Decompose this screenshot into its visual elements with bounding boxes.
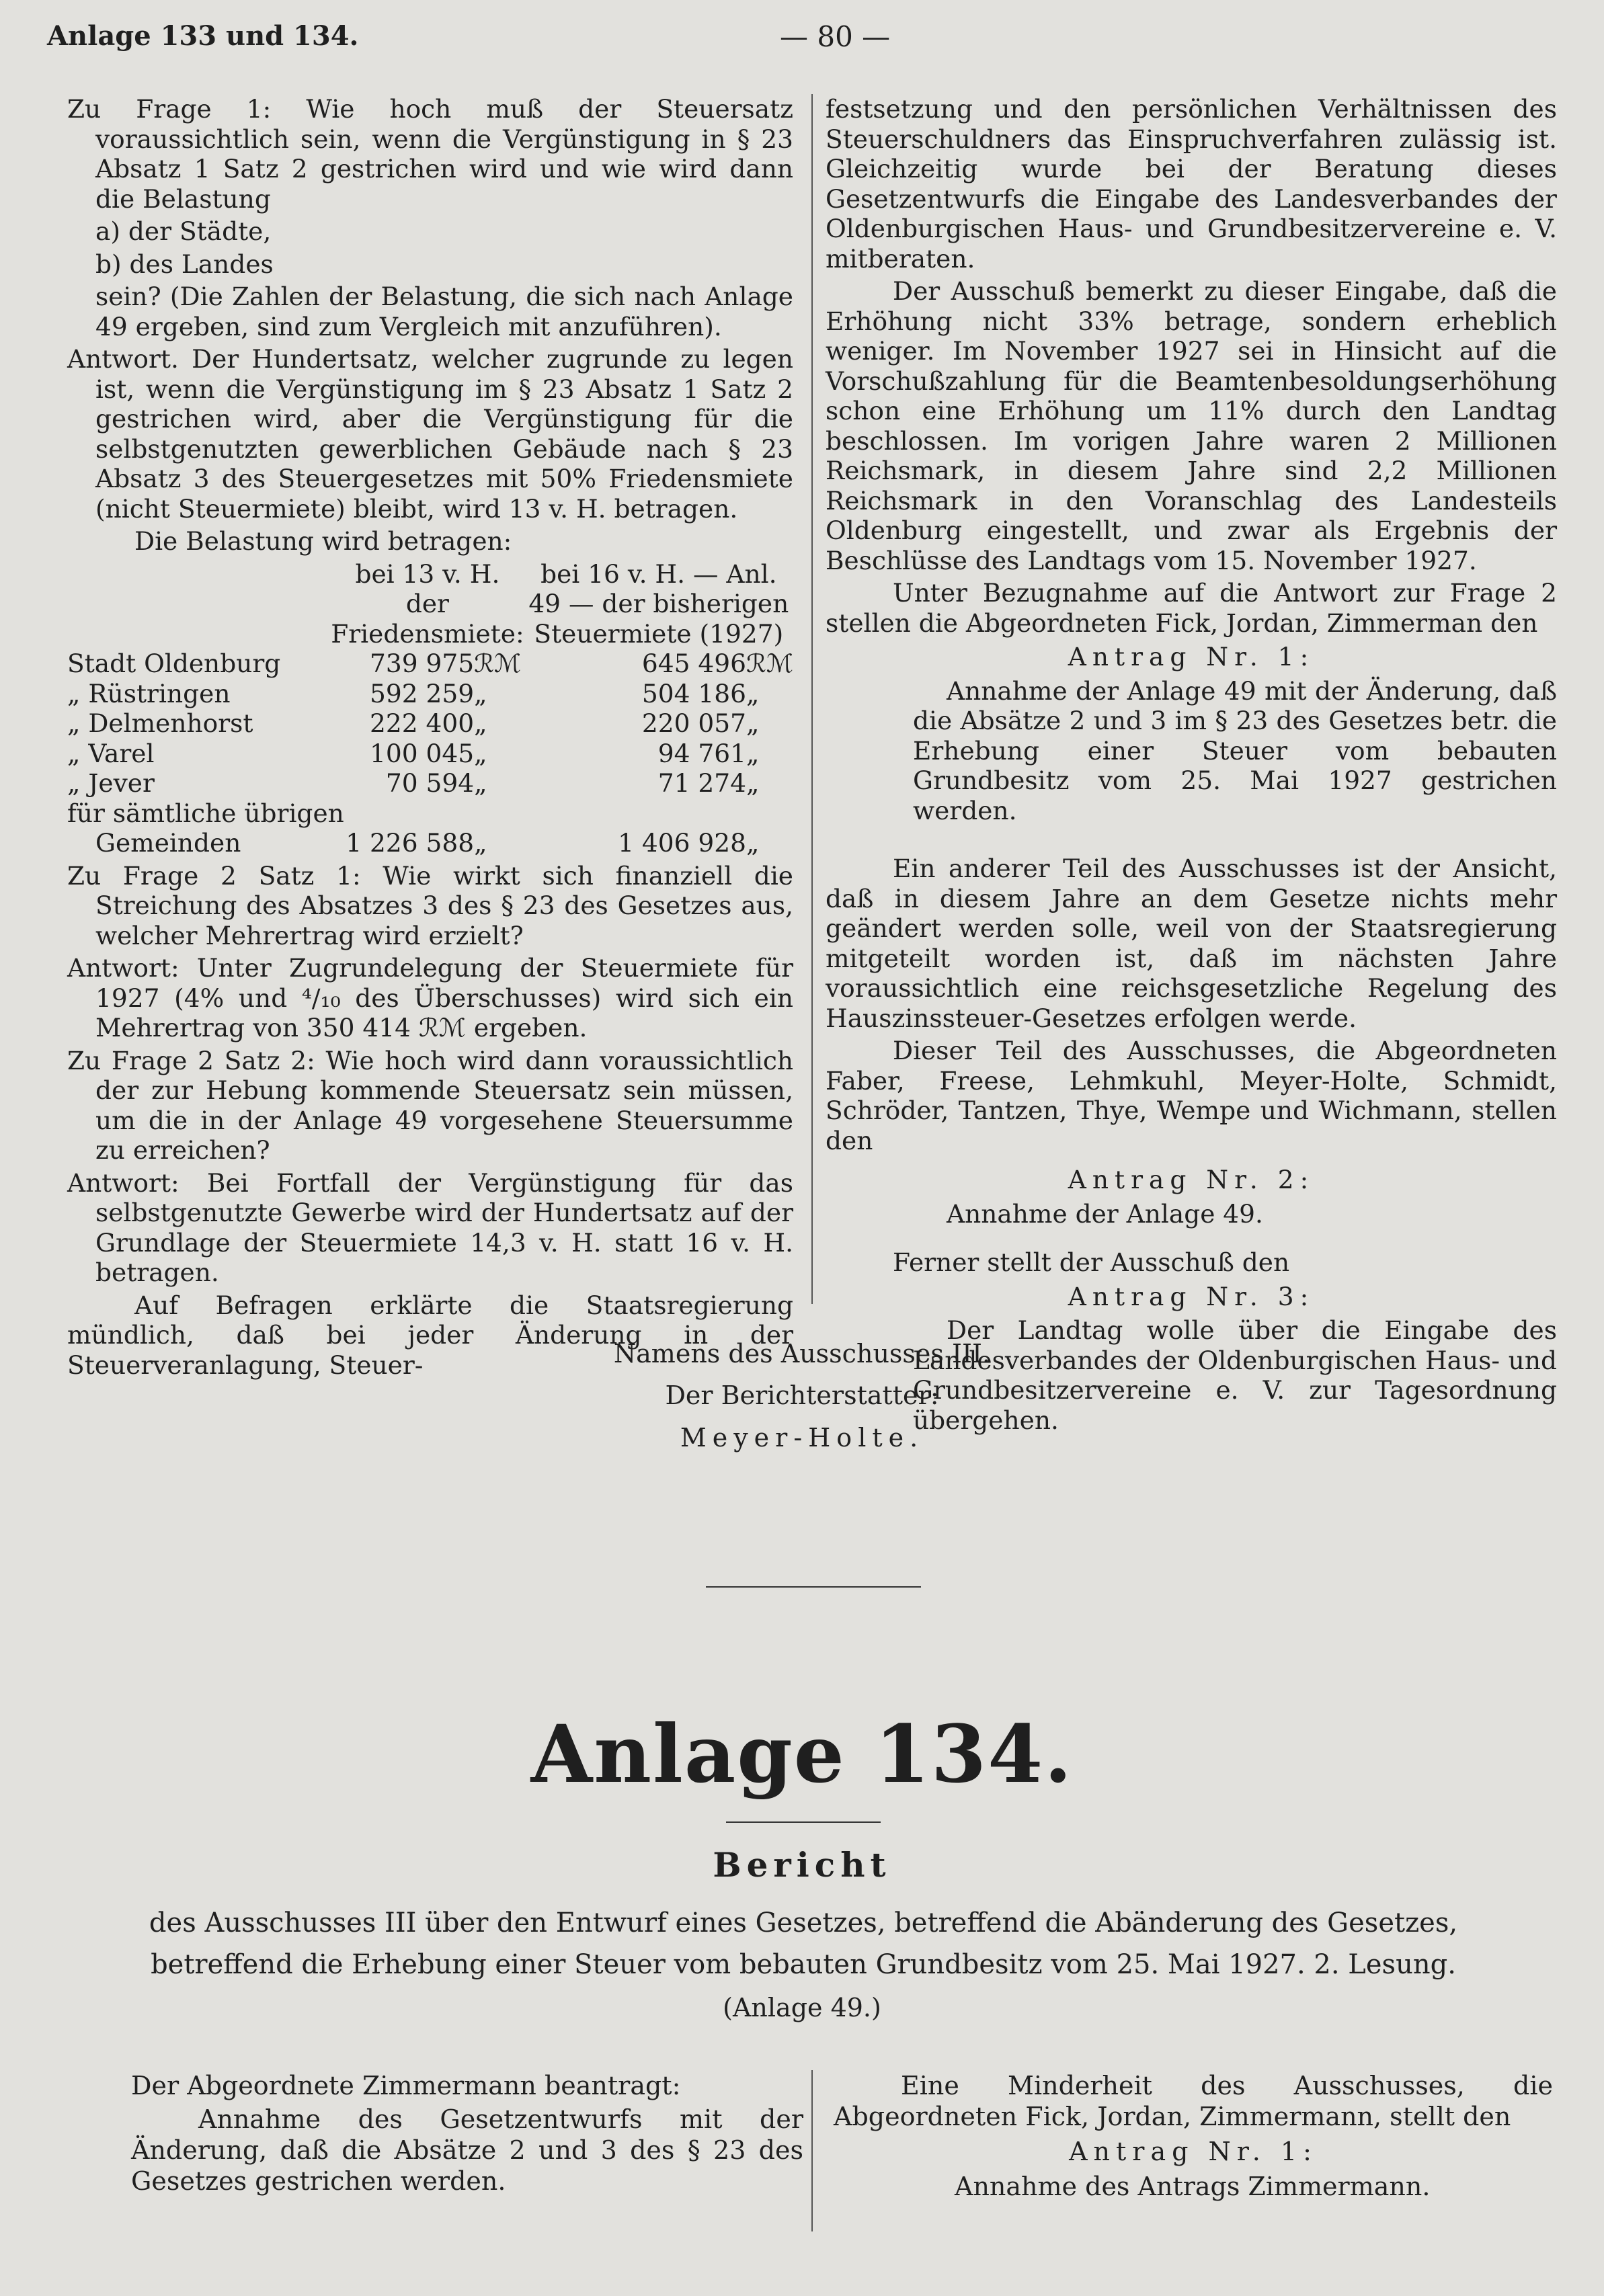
unit-13: „ bbox=[474, 828, 487, 858]
table-row bbox=[67, 679, 793, 709]
antrag-3-heading: Antrag Nr. 3: bbox=[1068, 1281, 1315, 1311]
question-2-satz-1: Zu Frage 2 Satz 1: Wie wirkt sich finanziell die Streichung des Absatzes 3 des § 23 des Gesetzes aus, welcher Mehrertrag wird erzielt? bbox=[67, 860, 793, 950]
zimmermann-motion: Annahme des Gesetzentwurfs mit der Änderung, daß die Absätze 2 und 3 des § 23 des Gesetzes gestrichen werden. bbox=[131, 2104, 803, 2196]
right-column bbox=[826, 94, 1557, 1438]
row-name-part2: Gemeinden bbox=[95, 828, 241, 858]
value-13: 222 400 bbox=[369, 708, 475, 738]
table-row bbox=[67, 739, 793, 769]
antrag-1-heading: Antrag Nr. 1: bbox=[1068, 642, 1315, 671]
row-name: „ Jever bbox=[67, 768, 155, 798]
signature-name: Meyer-Holte. bbox=[680, 1423, 924, 1452]
unit-16: „ bbox=[746, 678, 760, 708]
report-heading: Bericht bbox=[713, 1845, 891, 1885]
row-name: „ Delmenhorst bbox=[67, 708, 253, 738]
answer-2-satz-1: Antwort: Unter Zugrundelegung der Steuermiete für 1927 (4% und ⁴/₁₀ des Überschusses) wird sich ein Mehrertrag von 350 414 ℛℳ ergeben. bbox=[67, 953, 793, 1042]
header-16-percent: bei 16 v. H. — Anl. 49 — der bisherigen Steuermiete (1927) bbox=[528, 559, 789, 649]
antrag-2-heading: Antrag Nr. 2: bbox=[1068, 1165, 1315, 1194]
table-row bbox=[67, 708, 793, 739]
value-16: 645 496 bbox=[641, 649, 746, 678]
table-row bbox=[67, 828, 793, 858]
value-13: 739 975 bbox=[369, 649, 475, 678]
antrag-3-text: Der Landtag wolle über die Eingabe des Landesverbandes der Oldenburgischen Haus- und Grundbesitzervereine e. V. zur Tagesordnung übergehen. bbox=[913, 1315, 1557, 1435]
signature-committee: Namens des Ausschusses III. bbox=[613, 1339, 991, 1368]
answer-1: Antwort. Der Hundertsatz, welcher zugrunde zu legen ist, wenn die Vergünstigung im § 23 Absatz 1 Satz 2 gestrichen wird, aber die Vergünstigung für die selbstgenutzten gewerblichen Gebäude nach § 23 Absatz 3 des Steuergesetzes mit 50% Friedensmiete (nicht Steuermiete) bleibt, wird 13 v. H. betragen. bbox=[67, 344, 793, 524]
unit-13: „ bbox=[474, 708, 487, 738]
value-13: 592 259 bbox=[369, 678, 475, 708]
zimmermann-intro: Der Abgeordnete Zimmermann beantragt: bbox=[131, 2071, 681, 2100]
minority-antrag-heading: Antrag Nr. 1: bbox=[1069, 2137, 1318, 2166]
ferner-paragraph: Ferner stellt der Ausschuß den bbox=[893, 1247, 1290, 1277]
unit-13: „ bbox=[474, 768, 487, 798]
question-1-item-b: b) des Landes bbox=[95, 249, 274, 279]
table-header-row bbox=[67, 559, 793, 649]
annex-reference: (Anlage 49.) bbox=[723, 1993, 881, 2022]
separator-rule bbox=[706, 1586, 921, 1588]
signature-role: Der Berichterstatter: bbox=[665, 1381, 939, 1410]
belastung-intro: Die Belastung wird betragen: bbox=[134, 526, 512, 556]
ausschuss-bemerkt-paragraph: Der Ausschuß bemerkt zu dieser Eingabe, daß die Erhöhung nicht 33% betrage, sondern erheblich weniger. Im November 1927 sei in Hinsicht auf die Vorschußzahlung für die Beamtenbesoldungserhöhung schon eine Erhöhung um 11% durch den Landtag beschlossen. Im vorigen Jahre waren 2 Millionen Reichsmark, in diesem Jahre sind 2,2 Millionen Reichsmark in den Voranschlag des Landesteils Oldenburg eingestellt, und zwar als Ergebnis der Beschlüsse des Landtags vom 15. November 1927. bbox=[826, 276, 1557, 575]
value-16: 71 274 bbox=[657, 768, 746, 798]
unit-16: „ bbox=[746, 768, 760, 798]
antrag-2-text: Annahme der Anlage 49. bbox=[947, 1198, 1263, 1229]
unit-16: „ bbox=[746, 708, 760, 738]
value-13: 100 045 bbox=[369, 738, 475, 768]
value-16: 94 761 bbox=[657, 738, 746, 768]
value-16: 220 057 bbox=[641, 708, 746, 738]
anderer-teil-paragraph: Ein anderer Teil des Ausschusses ist der Ansicht, daß in diesem Jahre an dem Gesetze nichts mehr geändert werden solle, weil von der Staatsregierung mitgeteilt worden ist, daß im nächsten Jahre voraussichtlich eine reichsgesetzliche Regelung des Hauszinssteuer-Gesetzes erfolgen werde. bbox=[826, 854, 1557, 1033]
dieser-teil-paragraph: Dieser Teil des Ausschusses, die Abgeordneten Faber, Freese, Lehmkuhl, Meyer-Holte, Schmidt, Schröder, Tantzen, Thye, Wempe und Wichmann, stellen den bbox=[826, 1036, 1557, 1155]
title-underline bbox=[726, 1821, 881, 1823]
minority-antrag-text: Annahme des Antrags Zimmermann. bbox=[955, 2172, 1431, 2201]
unit-16: „ bbox=[746, 828, 760, 858]
annex-title: Anlage 134. bbox=[530, 1707, 1074, 1801]
report-subtitle: des Ausschusses III über den Entwurf eines Gesetzes, betreffend die Abänderung des Gesetzes, betreffend die Erhebung einer Steuer vom bebauten Grundbesitz vom 25. Mai 1927. 2. Lesung. bbox=[149, 1908, 1458, 1980]
unit-16: ℛℳ bbox=[746, 649, 793, 678]
page-number: — 80 — bbox=[780, 20, 891, 53]
table-row bbox=[67, 798, 793, 829]
bottom-left-column bbox=[131, 2070, 803, 2199]
question-2-satz-2: Zu Frage 2 Satz 2: Wie hoch wird dann voraussichtlich der zur Hebung kommende Steuersatz sein müssen, um die in der Anlage 49 vorgesehene Steuersumme zu erreichen? bbox=[67, 1045, 793, 1165]
value-16: 1 406 928 bbox=[618, 828, 746, 858]
minority-intro: Eine Minderheit des Ausschusses, die Abgeordneten Fick, Jordan, Zimmermann, stellt den bbox=[834, 2071, 1553, 2131]
row-name-part1: für sämtliche übrigen bbox=[67, 798, 344, 828]
unit-16: „ bbox=[746, 738, 760, 768]
header-annex-label: Anlage 133 und 134. bbox=[47, 20, 359, 52]
bottom-column-divider bbox=[811, 2070, 813, 2231]
column-divider bbox=[811, 94, 813, 1304]
table-row bbox=[67, 768, 793, 798]
antrag-1-text: Annahme der Anlage 49 mit der Änderung, daß die Absätze 2 und 3 im § 23 des Gesetzes betr. die Erhebung einer Steuer vom bebauten Grundbesitz vom 25. Mai 1927 gestrichen werden. bbox=[913, 675, 1557, 825]
value-16: 504 186 bbox=[641, 678, 746, 708]
unit-13: „ bbox=[474, 738, 487, 768]
continuation-paragraph: festsetzung und den persönlichen Verhältnissen des Steuerschuldners das Einspruchverfahren zulässig ist. Gleichzeitig wurde bei der Beratung dieses Gesetzentwurfs die Eingabe des Landesverbandes der Oldenburgischen Haus- und Grundbesitzervereine e. V. mitberaten. bbox=[826, 94, 1557, 274]
question-1: Zu Frage 1: Wie hoch muß der Steuersatz voraussichtlich sein, wenn die Vergünstigung in § 23 Absatz 1 Satz 2 gestrichen wird und wie wird dann die Belastung bbox=[67, 94, 793, 214]
question-1-item-a: a) der Städte, bbox=[95, 216, 272, 246]
running-header bbox=[47, 20, 1557, 60]
question-1-end: sein? (Die Zahlen der Belastung, die sich nach Anlage 49 ergeben, sind zum Vergleich mit anzuführen). bbox=[95, 282, 793, 341]
row-name: „ Varel bbox=[67, 738, 155, 768]
value-13: 70 594 bbox=[385, 768, 475, 798]
row-name: Stadt Oldenburg bbox=[67, 649, 281, 678]
header-13-percent: bei 13 v. H. der Friedensmiete: bbox=[331, 559, 524, 649]
unit-13: „ bbox=[474, 678, 487, 708]
answer-2-satz-2: Antwort: Bei Fortfall der Vergünstigung für das selbstgenutzte Gewerbe wird der Hundertsatz auf der Grundlage der Steuermiete 14,3 v. H. statt 16 v. H. betragen. bbox=[67, 1167, 793, 1287]
unit-13: ℛℳ bbox=[474, 649, 522, 678]
value-13: 1 226 588 bbox=[346, 828, 475, 858]
row-name: „ Rüstringen bbox=[67, 678, 231, 708]
bottom-right-column bbox=[834, 2070, 1553, 2205]
left-column bbox=[67, 94, 793, 1383]
unter-bezugnahme-paragraph: Unter Bezugnahme auf die Antwort zur Frage 2 stellen die Abgeordneten Fick, Jordan, Zimmerman den bbox=[826, 578, 1557, 638]
auf-befragen-paragraph: Auf Befragen erklärte die Staatsregierung mündlich, daß bei jeder Änderung in der Steuerveranlagung, Steuer- bbox=[67, 1290, 793, 1380]
table-row bbox=[67, 649, 793, 679]
belastung-table bbox=[67, 559, 793, 858]
